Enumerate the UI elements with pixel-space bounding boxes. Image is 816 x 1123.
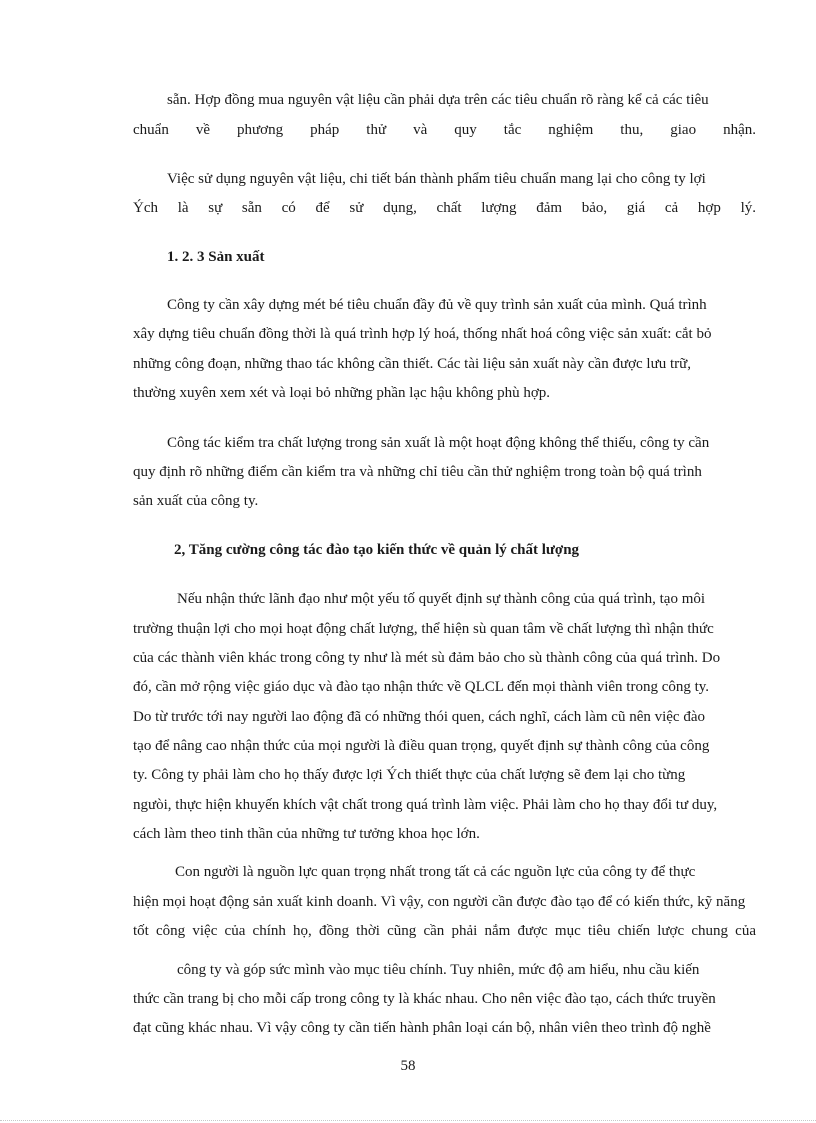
text-line: đạt cũng khác nhau. Vì vậy công ty cần tiến hành phân loại cán bộ, nhân viên theo trình độ nghề bbox=[133, 1020, 711, 1036]
text-line: Việc sử dụng nguyên vật liệu, chi tiết bán thành phẩm tiêu chuẩn mang lại cho công ty lợi bbox=[167, 171, 706, 187]
text-line: tốt công việc của chính họ, đồng thời cũng cần phải nắm được mục tiêu chiến lược chung của bbox=[133, 923, 756, 939]
text-line: quy định rõ những điểm cần kiểm tra và những chỉ tiêu cần thử nghiệm trong toàn bộ quá trình bbox=[133, 464, 702, 480]
text-line: Con người là nguồn lực quan trọng nhất trong tất cả các nguồn lực của công ty để thực bbox=[175, 864, 696, 880]
text-line: chuẩn về phương pháp thử và quy tắc nghiệm thu, giao nhận. bbox=[133, 122, 756, 138]
text-line: sản xuất của công ty. bbox=[133, 493, 259, 509]
page-divider bbox=[0, 1120, 816, 1121]
text-line: những công đoạn, những thao tác không cần thiết. Các tài liệu sản xuất này cần được lưu trữ, bbox=[133, 356, 692, 372]
text-line: Nếu nhận thức lãnh đạo như một yếu tố quyết định sự thành công của quá trình, tạo môi bbox=[177, 591, 706, 607]
text-line: cách làm theo tinh thần của những tư tưởng khoa học lớn. bbox=[133, 826, 480, 842]
text-line: thức cần trang bị cho mỗi cấp trong công ty là khác nhau. Cho nên việc đào tạo, cách thức truyền bbox=[133, 991, 716, 1007]
section-heading: 2, Tăng cường công tác đào tạo kiến thức về quản lý chất lượng bbox=[174, 542, 580, 558]
text-line: ngưòi, thực hiện khuyến khích vật chất trong quá trình làm việc. Phải làm cho họ thay đổi tư duy, bbox=[133, 797, 718, 813]
text-line: hiện mọi hoạt động sản xuất kinh doanh. Vì vậy, con người cần được đào tạo để có kiến thức, kỹ năng bbox=[133, 894, 746, 910]
section-heading: 1. 2. 3 Sản xuất bbox=[167, 249, 265, 265]
text-line: thường xuyên xem xét và loại bỏ những phần lạc hậu không phù hợp. bbox=[133, 385, 551, 401]
text-line: xây dựng tiêu chuẩn đồng thời là quá trình hợp lý hoá, thống nhất hoá công việc sản xuất: cắt bỏ bbox=[133, 326, 712, 342]
text-line: trường thuận lợi cho mọi hoạt động chất lượng, thể hiện sù quan tâm về chất lượng thì nhận thức bbox=[133, 621, 714, 637]
page-number: 58 bbox=[400, 1058, 416, 1074]
text-line: Công tác kiểm tra chất lượng trong sản xuất là một hoạt động không thể thiếu, công ty cần bbox=[167, 435, 710, 451]
text-line: công ty và góp sức mình vào mục tiêu chính. Tuy nhiên, mức độ am hiểu, nhu cầu kiến bbox=[177, 962, 700, 978]
text-line: ty. Công ty phải làm cho họ thấy được lợi Ých thiết thực của chất lượng sẽ đem lại cho từng bbox=[133, 767, 686, 783]
text-line: của các thành viên khác trong công ty như là mét sù đảm bảo cho sù thành công của quá trình. Do bbox=[133, 650, 721, 666]
text-line: Do từ trước tới nay người lao động đã có những thói quen, cách nghĩ, cách làm cũ nên việc đào bbox=[133, 709, 705, 725]
text-line: Ých là sự sẵn có để sử dụng, chất lượng đảm bảo, giá cả hợp lý. bbox=[133, 200, 756, 216]
text-line: tạo để nâng cao nhận thức của mọi người là điều quan trọng, quyết định sự thành công của công bbox=[133, 738, 710, 754]
text-line: đó, cần mở rộng việc giáo dục và đào tạo nhận thức về QLCL đến mọi thành viên trong công ty. bbox=[133, 679, 710, 695]
text-line: sẵn. Hợp đồng mua nguyên vật liệu cần phải dựa trên các tiêu chuẩn rõ ràng kể cả các tiêu bbox=[167, 92, 709, 108]
text-line: Công ty cần xây dựng mét bé tiêu chuẩn đầy đủ về quy trình sản xuất của mình. Quá trình bbox=[167, 297, 707, 313]
